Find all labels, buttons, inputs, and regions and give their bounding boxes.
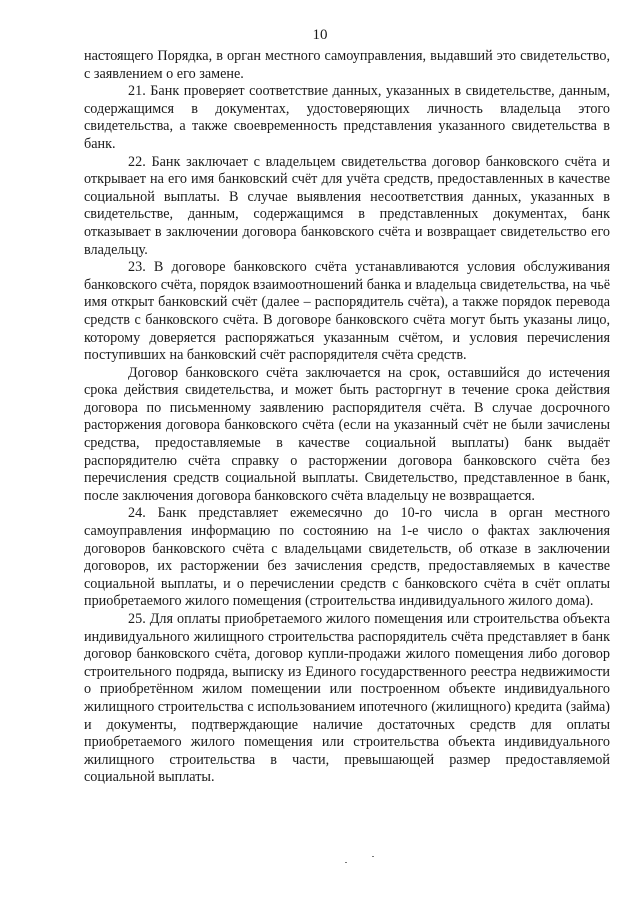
page-number: 10	[312, 27, 328, 43]
paragraph-23: 23. В договоре банковского счёта устанавливаются условия обслуживания банковского счёта, порядок взаимоотношений банка и владельца свидетельства, на чьё имя открыт банковский счёт (далее – распорядитель счёта), а также порядок перевода средств с банковского счёта. В договоре банковского счёта могут быть указаны лицо, которому доверяется распоряжаться указанным счётом, и условия перечисления поступивших на банковский счёт распорядителя счёта средств.	[84, 259, 610, 364]
document-body	[84, 48, 610, 787]
paragraph-24: 24. Банк представляет ежемесячно до 10-го числа в орган местного самоуправления информацию по состоянию на 1-е число о фактах заключения договоров банковского счёта с владельцами свидетельств, об отказе в заключении договоров, их расторжении без зачисления средств, предоставляемых в качестве социальной выплаты, и о перечислении средств с банковского счёта в счёт оплаты приобретаемого жилого помещения (строительства индивидуального жилого дома).	[84, 505, 610, 610]
paragraph-22: 22. Банк заключает с владельцем свидетельства договор банковского счёта и открывает на его имя банковский счёт для учёта средств, предоставленных в качестве социальной выплаты. В случае выявления несоответствия данных, указанных в свидетельстве, данным, содержащимся в представленных документах, банк отказывает в заключении договора банковского счёта и возвращает свидетельство его владельцу.	[84, 153, 610, 258]
paragraph-21: 21. Банк проверяет соответствие данных, указанных в свидетельстве, данным, содержащимся в документах, удостоверяющих личность владельца этого свидетельства, а также своевременность представления указанного свидетельства в банк.	[84, 83, 610, 152]
paragraph-25: 25. Для оплаты приобретаемого жилого помещения или строительства объекта индивидуального жилищного строительства распорядитель счёта представляет в банк договор банковского счёта, договор купли-продажи жилого помещения либо договор строительного подряда, выписку из Единого государственного реестра недвижимости о приобретённом жилом помещении или построенном объекте индивидуального жилищного строительства с использованием ипотечного (жилищного) кредита (займа) и документы, подтверждающие наличие достаточных средств для оплаты приобретаемого жилого помещения или строительства объекта индивидуального жилищного строительства в части, превышающей размер предоставляемой социальной выплаты.	[84, 611, 610, 786]
paragraph-continuation: настоящего Порядка, в орган местного самоуправления, выдавший это свидетельство, с заявлением о его замене.	[84, 48, 610, 82]
paragraph-23-contract-term: Договор банковского счёта заключается на срок, оставшийся до истечения срока действия свидетельства, и может быть расторгнут в течение срока действия договора по письменному заявлению распорядителя счёта. В случае досрочного расторжения договора банковского счёта (если на указанный счёт не были зачислены средства, предоставляемые в качестве социальной выплаты) банк выдаёт распорядителю счёта справку о расторжении договора банковского счёта без перечисления средств социальной выплаты. Свидетельство, представленное в банк, после заключения договора банковского счёта владельцу не возвращается.	[84, 364, 610, 504]
scan-speck	[372, 856, 374, 857]
scan-speck	[345, 862, 347, 863]
